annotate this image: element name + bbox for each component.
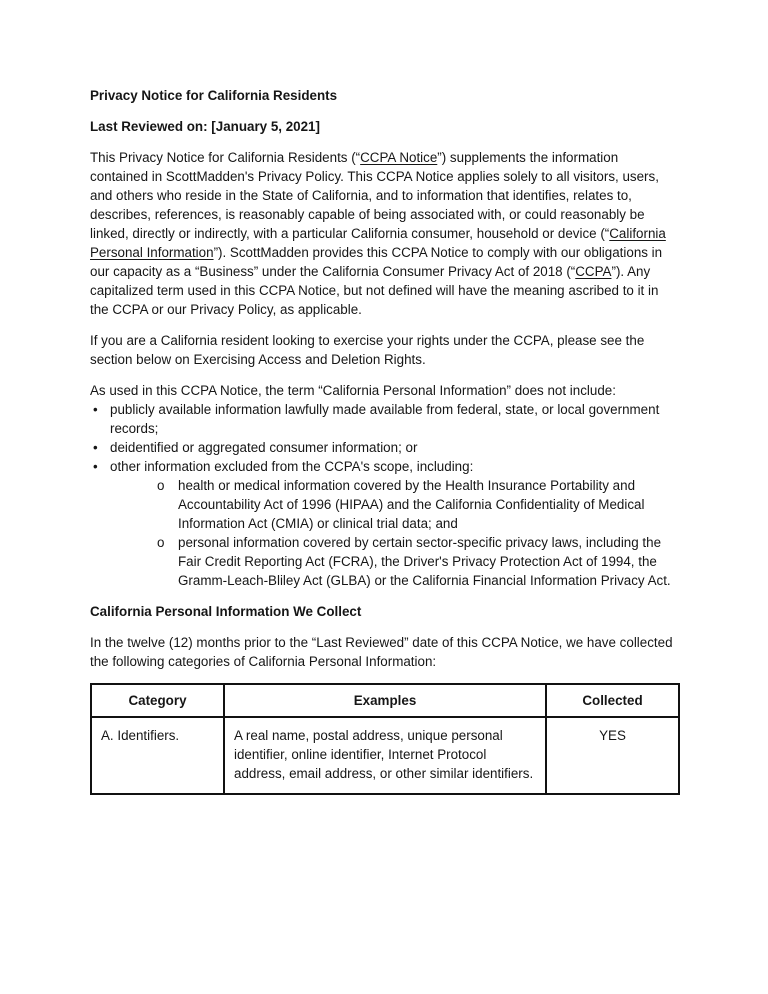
bullet-marker-icon: • <box>93 440 98 455</box>
exclusion-subitem-text: personal information covered by certain sector-specific privacy laws, including the Fair Credit Reporting Act (FCRA), the Driver's Privacy Protection Act of 1994, the Gramm-Leach-Bliley Act (GLBA) or the California Financial Information Privacy Act. <box>178 535 671 588</box>
cell-category: A. Identifiers. <box>91 717 224 794</box>
term-california-personal-information: California Personal Information <box>90 226 666 260</box>
cell-examples: A real name, postal address, unique personal identifier, online identifier, Internet Protocol address, email address, or other similar identifiers. <box>224 717 546 794</box>
exclusion-subitem-text: health or medical information covered by the Health Insurance Portability and Accountability Act of 1996 (HIPAA) and the California Confidentiality of Medical Information Act (CMIA) or clinical trial data; and <box>178 478 645 531</box>
section-heading-collect: California Personal Information We Collect <box>90 604 362 619</box>
last-reviewed-line: Last Reviewed on: [January 5, 2021] <box>90 119 320 134</box>
bullet-marker-icon: • <box>93 402 98 417</box>
intro-text-1: This Privacy Notice for California Residents (“ <box>90 150 361 165</box>
intro-text-2: ”) supplements the information contained in ScottMadden's Privacy Policy. This CCPA Notice applies solely to all visitors, users, and others who reside in the State of California, and to information that identifies, relates to, describes, references, is reasonably capable of being associated with, or could reasonably be linked, directly or indirectly, with a particular California consumer, household or device (“ <box>90 150 659 241</box>
col-header-examples: Examples <box>224 684 546 717</box>
exclusion-item-text: publicly available information lawfully made available from federal, state, or local government records; <box>110 402 660 436</box>
circle-marker-icon: o <box>157 478 165 493</box>
term-ccpa: CCPA <box>575 264 612 279</box>
definition-lead-paragraph: As used in this CCPA Notice, the term “California Personal Information” does not include: <box>90 383 616 398</box>
col-header-collected: Collected <box>546 684 679 717</box>
collection-intro-paragraph: In the twelve (12) months prior to the “Last Reviewed” date of this CCPA Notice, we have collected the following categories of California Personal Information: <box>90 635 673 669</box>
exclusion-subitem <box>90 533 678 590</box>
intro-text-4: ”). Any capitalized term used in this CCPA Notice, but not defined will have the meaning ascribed to it in the CCPA or our Privacy Policy, as applicable. <box>90 264 659 317</box>
exclusion-item <box>90 400 678 438</box>
rights-paragraph: If you are a California resident looking to exercise your rights under the CCPA, please see the section below on Exercising Access and Deletion Rights. <box>90 333 645 367</box>
circle-marker-icon: o <box>157 535 165 550</box>
collection-table <box>90 683 680 795</box>
cell-collected: YES <box>546 717 679 794</box>
intro-paragraph <box>90 148 678 319</box>
table-header-row <box>91 684 679 717</box>
exclusion-item-text: other information excluded from the CCPA's scope, including: <box>110 459 474 474</box>
term-ccpa-notice: CCPA Notice <box>360 150 438 165</box>
doc-title: Privacy Notice for California Residents <box>90 88 338 103</box>
col-header-category: Category <box>91 684 224 717</box>
exclusion-list <box>90 400 678 590</box>
exclusion-item-text: deidentified or aggregated consumer information; or <box>110 440 418 455</box>
bullet-marker-icon: • <box>93 459 98 474</box>
exclusion-subitem <box>90 476 678 533</box>
exclusion-item <box>90 438 678 457</box>
table-row <box>91 717 679 794</box>
intro-text-3: ”). ScottMadden provides this CCPA Notice to comply with our obligations in our capacity as a “Business” under the California Consumer Privacy Act of 2018 (“ <box>90 245 663 279</box>
exclusion-item <box>90 457 678 476</box>
